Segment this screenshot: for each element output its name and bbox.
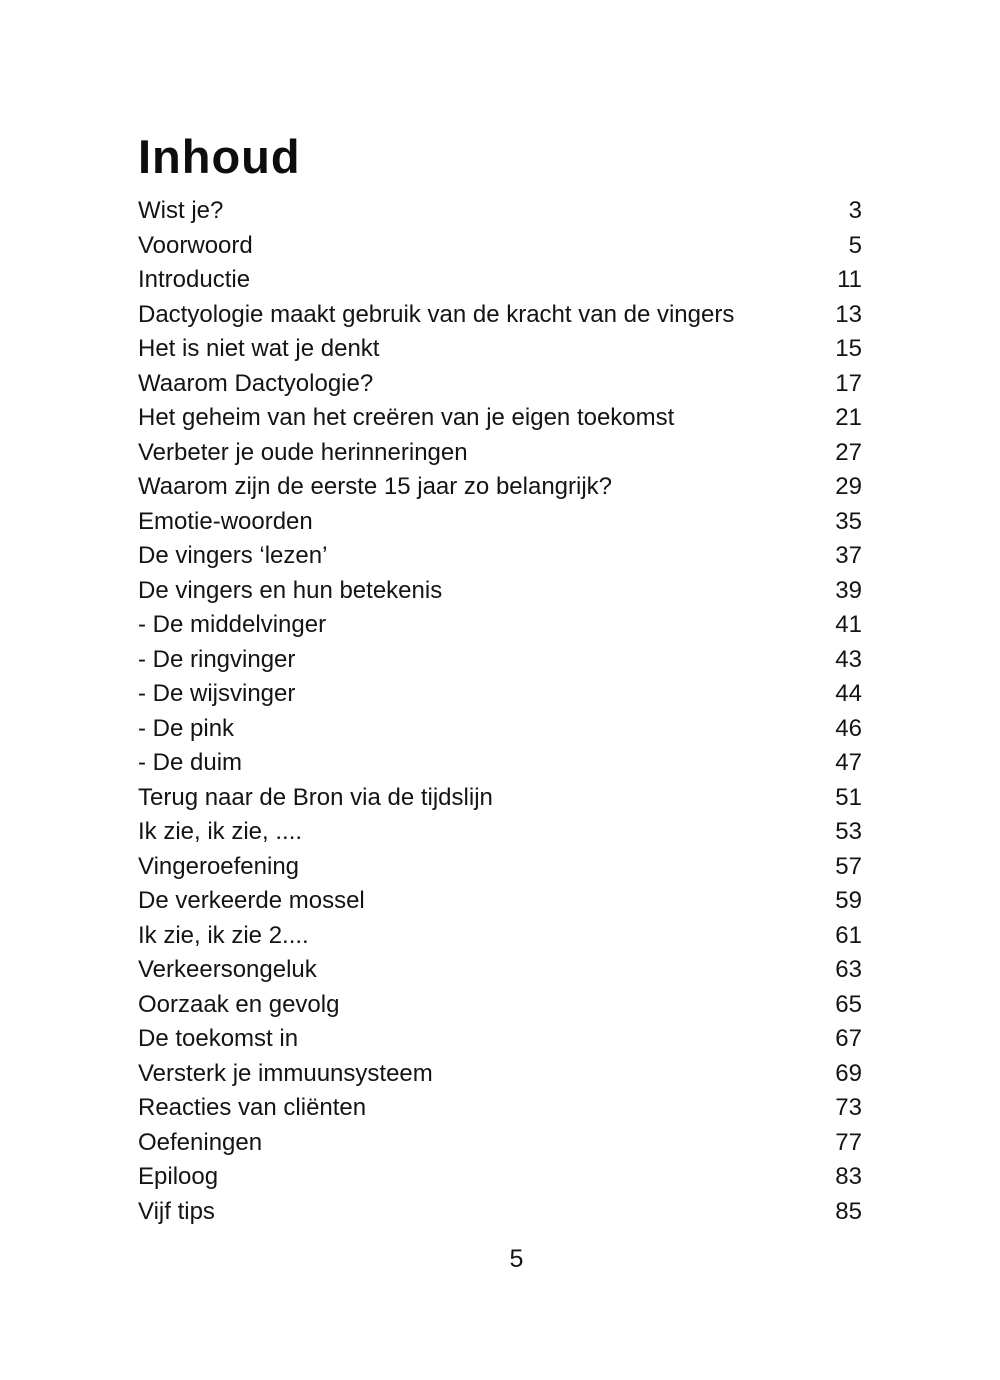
toc-entry	[138, 470, 862, 505]
toc-entry-page: 39	[835, 576, 862, 604]
toc-entry-label: - De wijsvinger	[138, 680, 296, 707]
toc-entry	[138, 781, 862, 816]
toc-entry-label: Het geheim van het creëren van je eigen toekomst	[138, 404, 675, 431]
toc-entry-page: 47	[835, 749, 862, 776]
toc-entry-page: 77	[835, 1128, 862, 1156]
toc-entry-label: Waarom Dactyologie?	[138, 369, 374, 397]
toc-entry-page: 69	[835, 1059, 862, 1087]
toc-entry-label: Emotie-woorden	[138, 507, 313, 535]
toc-entry	[138, 367, 862, 402]
toc-entry-page: 65	[835, 990, 862, 1018]
toc-entry-page: 85	[835, 1197, 862, 1225]
toc-entry-label: De vingers en hun betekenis	[138, 576, 443, 604]
toc-entry-page: 57	[835, 852, 862, 880]
toc-entry-label: Oorzaak en gevolg	[138, 990, 340, 1018]
toc-entry	[138, 1057, 862, 1092]
toc-entry	[138, 677, 862, 712]
toc-entry-page: 73	[835, 1094, 862, 1121]
toc-entry-label: Epiloog	[138, 1163, 219, 1190]
toc-entry	[138, 1022, 862, 1057]
toc-entry	[138, 263, 862, 298]
toc-entry	[138, 643, 862, 678]
toc-entry-page: 17	[835, 369, 862, 397]
toc-entry-label: - De ringvinger	[138, 645, 296, 673]
toc-entry-label: Vijf tips	[138, 1197, 215, 1225]
page-title: Inhoud	[138, 130, 301, 184]
toc-entry	[138, 1126, 862, 1161]
toc-entry-label: Terug naar de Bron via de tijdslijn	[138, 783, 493, 811]
toc-entry	[138, 608, 862, 643]
toc-entry-label: Het is niet wat je denkt	[138, 335, 380, 362]
toc-entry-label: Voorwoord	[138, 231, 253, 259]
toc-entry-label: Dactyologie maakt gebruik van de kracht van de vingers	[138, 300, 735, 328]
toc-entry-label: Vingeroefening	[138, 852, 300, 880]
toc-entry	[138, 194, 862, 229]
toc-entry	[138, 401, 862, 436]
toc-entry	[138, 815, 862, 850]
toc-entry-label: Ik zie, ik zie, ....	[138, 818, 303, 845]
toc-entry-page: 46	[835, 714, 862, 742]
toc-entry-label: Wist je?	[138, 197, 224, 224]
toc-entry-label: Verkeersongeluk	[138, 956, 317, 983]
toc-entry	[138, 919, 862, 954]
toc-entry-label: Versterk je immuunsysteem	[138, 1059, 433, 1087]
toc-entry-label: Waarom zijn de eerste 15 jaar zo belangrijk?	[138, 473, 613, 500]
toc-entry-page: 11	[837, 266, 862, 293]
toc-entry	[138, 746, 862, 781]
toc-entry	[138, 953, 862, 988]
toc-entry-label: Oefeningen	[138, 1128, 263, 1156]
toc-entry	[138, 505, 862, 540]
toc-entry-label: Verbeter je oude herinneringen	[138, 438, 468, 466]
toc-entry-label: De vingers ‘lezen’	[138, 542, 328, 569]
toc-entry	[138, 539, 862, 574]
toc-entry-page: 59	[835, 887, 862, 914]
toc-entry-page: 67	[835, 1025, 862, 1052]
toc-entry-page: 13	[835, 300, 862, 328]
toc-entry-page: 61	[835, 921, 862, 949]
toc-entry	[138, 1160, 862, 1195]
toc-entry-page: 63	[835, 956, 862, 983]
toc-entry	[138, 850, 862, 885]
toc-entry-page: 83	[835, 1163, 862, 1190]
toc-entry-page: 35	[835, 507, 862, 535]
toc-entry-page: 53	[835, 818, 862, 845]
toc-entry-page: 43	[835, 645, 862, 673]
toc-entry-label: Reacties van cliënten	[138, 1094, 367, 1121]
toc-entry	[138, 1091, 862, 1126]
toc-entry-label: Ik zie, ik zie 2....	[138, 921, 309, 949]
toc-entry	[138, 988, 862, 1023]
toc-entry	[138, 574, 862, 609]
toc-entry-label: - De middelvinger	[138, 611, 327, 638]
toc-entry-page: 41	[835, 611, 862, 638]
toc-entry-label: De verkeerde mossel	[138, 887, 365, 914]
toc-entry	[138, 229, 862, 264]
toc-entry-page: 27	[835, 438, 862, 466]
toc-entry-page: 5	[848, 231, 862, 259]
toc-entry-page: 21	[835, 404, 862, 431]
toc-list	[138, 194, 862, 1229]
toc-entry-page: 29	[835, 473, 862, 500]
toc-entry-page: 15	[835, 335, 862, 362]
toc-entry-page: 37	[835, 542, 862, 569]
toc-entry	[138, 332, 862, 367]
toc-entry-label: De toekomst in	[138, 1025, 299, 1052]
toc-entry-page: 51	[835, 783, 862, 811]
toc-entry	[138, 298, 862, 333]
toc-entry-page: 44	[835, 680, 862, 707]
toc-entry	[138, 712, 862, 747]
toc-entry-page: 3	[848, 197, 862, 224]
toc-entry-label: - De pink	[138, 714, 235, 742]
toc-entry	[138, 1195, 862, 1230]
toc-entry-label: - De duim	[138, 749, 243, 776]
footer-page-number: 5	[509, 1245, 524, 1273]
toc-entry	[138, 884, 862, 919]
toc-entry	[138, 436, 862, 471]
toc-entry-label: Introductie	[138, 266, 251, 293]
